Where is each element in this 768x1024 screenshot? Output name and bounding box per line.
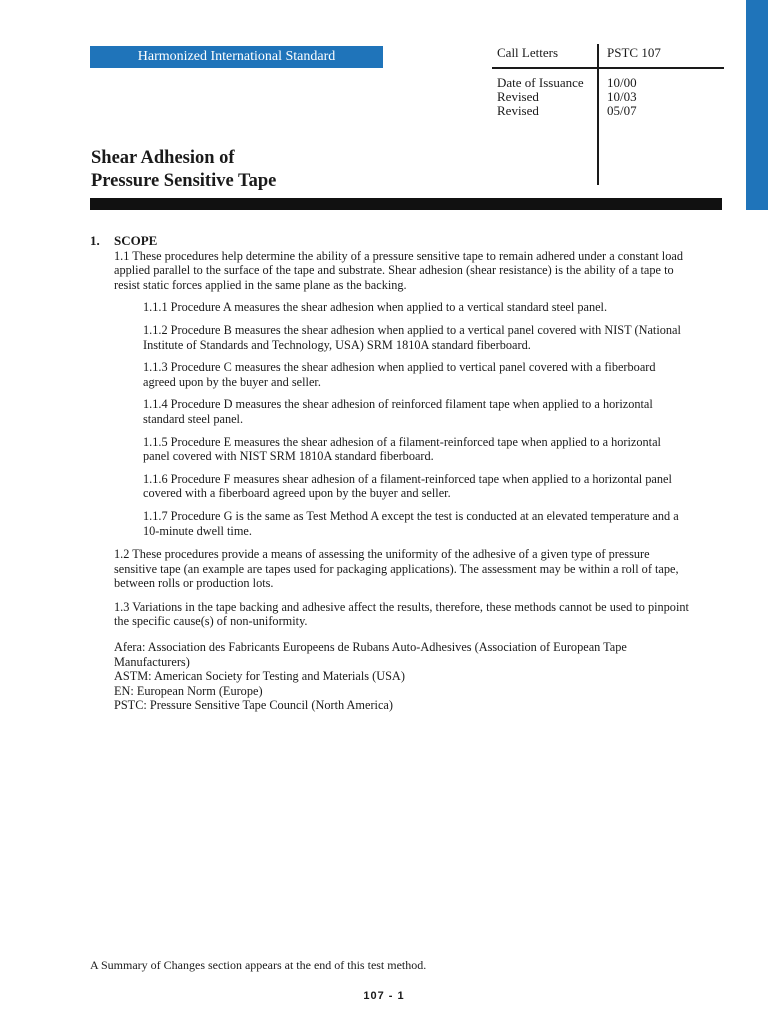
document-title: [91, 147, 276, 193]
header-vertical-rule: [597, 44, 599, 185]
call-letters-label: Call Letters: [497, 45, 559, 60]
date-of-issuance-value: 10/00: [607, 75, 637, 90]
abbreviation-pstc: PSTC: Pressure Sensitive Tape Council (North America): [114, 698, 393, 713]
paragraph-1-1-5: 1.1.5 Procedure E measures the shear adhesion of a filament-reinforced tape when applied to a horizontal panel covered with NIST SRM 1810A standard fiberboard.: [143, 434, 661, 464]
document-body: [90, 234, 690, 713]
call-letters-value: PSTC 107: [607, 45, 661, 60]
section-title: SCOPE: [114, 233, 158, 248]
paragraph-1-1-6: 1.1.6 Procedure F measures shear adhesion of a filament-reinforced tape when applied to a horizontal panel covered with a fiberboard agreed upon by the buyer and seller.: [143, 471, 672, 501]
paragraph-1-2: 1.2 These procedures provide a means of assessing the uniformity of the adhesive of a given type of pressure sensitive tape (an example are tapes used for packaging applications). The assessment may be within a roll of tape, between rolls or production lots.: [114, 547, 679, 591]
abbreviation-afera: Afera: Association des Fabricants Europeens de Rubans Auto-Adhesives (Association of European Tape Manufacturers): [114, 640, 627, 669]
paragraph-1-1-1: 1.1.1 Procedure A measures the shear adhesion when applied to a vertical standard steel panel.: [143, 300, 608, 315]
paragraph-1-1: 1.1 These procedures help determine the ability of a pressure sensitive tape to remain adhered under a constant load applied parallel to the surface of the tape and substrate. Shear adhesion (shear resistance) is the ability of a tape to resist static forces applied in the same plane as the backing.: [114, 248, 683, 292]
section-number: 1.: [90, 233, 100, 248]
header-horizontal-rule: [492, 67, 724, 69]
revised-value: 05/07: [607, 103, 637, 118]
page-number: 107 - 1: [363, 990, 405, 1002]
paragraph-1-1-4: 1.1.4 Procedure D measures the shear adhesion of reinforced filament tape when applied to a horizontal standard steel panel.: [143, 397, 653, 426]
abbreviation-en: EN: European Norm (Europe): [114, 683, 263, 698]
abbreviation-astm: ASTM: American Society for Testing and Materials (USA): [114, 669, 405, 684]
abbreviations-list: [90, 640, 690, 713]
revised-label: Revised: [497, 103, 539, 118]
paragraph-1-1-7: 1.1.7 Procedure G is the same as Test Method A except the test is conducted at an elevated temperature and a 10-minute dwell time.: [143, 508, 679, 538]
standard-banner: Harmonized International Standard: [90, 46, 383, 68]
title-line-2: Pressure Sensitive Tape: [91, 171, 277, 191]
paragraph-1-1-2: 1.1.2 Procedure B measures the shear adhesion when applied to a vertical panel covered with NIST (National Institute of Standards and Technology, USA) SRM 1810A standard fiberboard.: [143, 322, 681, 352]
date-labels: [497, 76, 584, 118]
title-line-1: Shear Adhesion of: [91, 148, 235, 168]
summary-of-changes-note: A Summary of Changes section appears at the end of this test method.: [90, 958, 427, 972]
paragraph-1-1-3: 1.1.3 Procedure C measures the shear adhesion when applied to vertical panel covered with a fiberboard agreed upon by the buyer and seller.: [143, 360, 656, 389]
revised-value: 10/03: [607, 89, 637, 104]
side-color-tab: [746, 0, 768, 210]
section-heading: [90, 234, 690, 249]
revised-label: Revised: [497, 89, 539, 104]
date-of-issuance-label: Date of Issuance: [497, 75, 584, 90]
paragraph-1-3: 1.3 Variations in the tape backing and adhesive affect the results, therefore, these methods cannot be used to pinpoint the specific cause(s) of non-uniformity.: [114, 599, 689, 629]
title-divider-bar: [90, 198, 722, 210]
date-values: [607, 76, 637, 118]
